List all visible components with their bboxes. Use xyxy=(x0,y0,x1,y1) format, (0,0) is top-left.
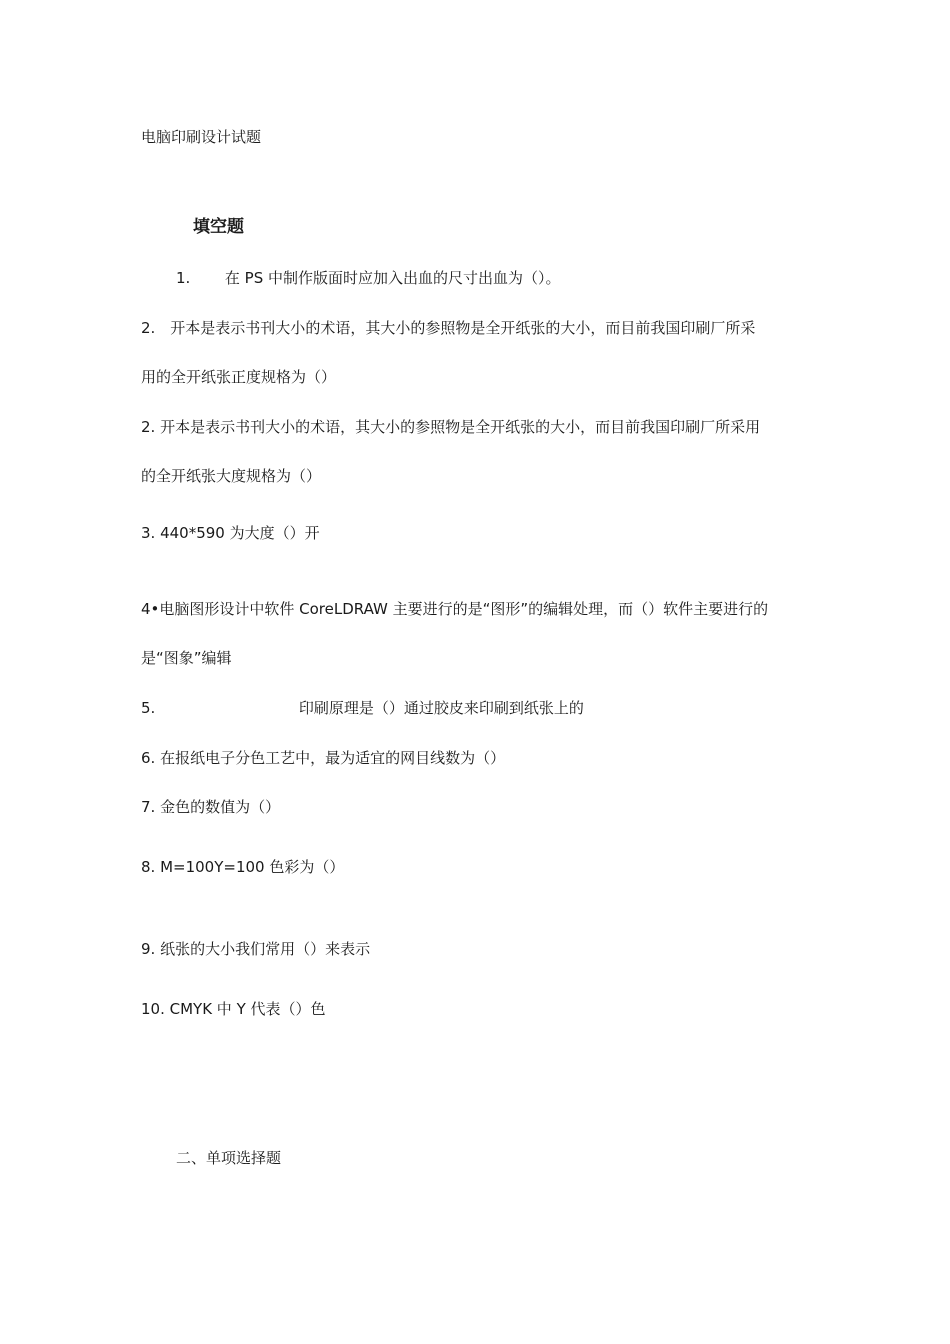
question-8: 8. M=100Y=100 色彩为（） xyxy=(141,858,345,876)
question-number: 5. xyxy=(141,699,156,717)
question-4-line1: 4•电脑图形设计中软件 CoreLDRAW 主要进行的是“图形”的编辑处理，而（）软件主要进行的 xyxy=(141,600,769,618)
doc-title: 电脑印刷设计试题 xyxy=(141,128,262,146)
question-text: 在 PS 中制作版面时应加入出血的尺寸出血为（）。 xyxy=(224,269,561,287)
question-2b-line1: 2. 开本是表示书刊大小的术语，其大小的参照物是全开纸张的大小，而目前我国印刷厂所采用 xyxy=(141,418,761,436)
question-2b-line2: 的全开纸张大度规格为（） xyxy=(141,467,322,485)
question-9: 9. 纸张的大小我们常用（）来表示 xyxy=(141,940,371,958)
question-2a-line1: 2. 开本是表示书刊大小的术语，其大小的参照物是全开纸张的大小，而目前我国印刷厂所采 xyxy=(141,319,756,337)
question-10: 10. CMYK 中 Y 代表（）色 xyxy=(141,1000,326,1018)
question-5 xyxy=(141,698,584,718)
question-number: 1. xyxy=(176,269,191,287)
question-text: 印刷原理是（）通过胶皮来印刷到纸张上的 xyxy=(298,699,584,717)
question-4-line2: 是“图象”编辑 xyxy=(141,649,232,667)
question-1 xyxy=(176,268,560,288)
question-3: 3. 440*590 为大度（）开 xyxy=(141,524,320,542)
question-2a-line2: 用的全开纸张正度规格为（） xyxy=(141,368,337,386)
question-7: 7. 金色的数值为（） xyxy=(141,798,281,816)
question-6: 6. 在报纸电子分色工艺中，最为适宜的网目线数为（） xyxy=(141,749,506,767)
section-heading-single-choice: 二、单项选择题 xyxy=(176,1149,282,1167)
section-heading-fill-blank: 填空题 xyxy=(193,217,244,237)
